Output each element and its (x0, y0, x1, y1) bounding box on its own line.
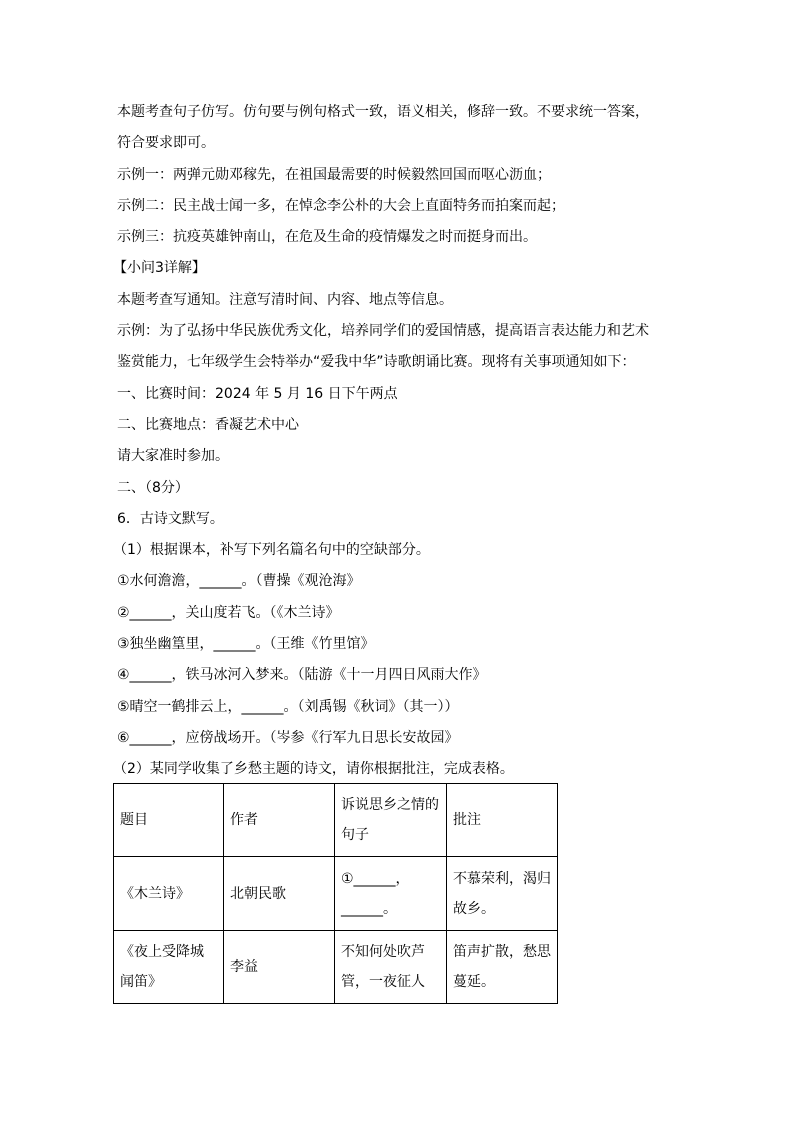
question-6-heading: 6．古诗文默写。 (117, 510, 224, 527)
table-row (114, 931, 558, 1004)
cell-author: 李益 (224, 931, 335, 1004)
fill-blank-3: ③独坐幽篁里，______。（王维《竹里馆》 (117, 636, 375, 653)
cell-annotation: 不慕荣利，渴归故乡。 (447, 857, 558, 931)
example-2: 示例二：民主战士闻一多，在悼念李公朴的大会上直面特务而拍案而起； (117, 197, 565, 214)
document-body (113, 97, 649, 786)
table-row (114, 857, 558, 931)
cell-annotation: 笛声扩散，愁思蔓延。 (447, 931, 558, 1004)
fill-blank-1: ①水何澹澹，______。（曹操《观沧海》 (117, 573, 361, 590)
homesickness-poems-table (113, 783, 558, 1004)
notice-location: 二、比赛地点：香凝艺术中心 (117, 416, 299, 433)
cell-title: 《木兰诗》 (114, 857, 224, 931)
section-2-heading: 二、（8分） (117, 479, 189, 496)
header-annotation: 批注 (447, 784, 558, 857)
table-header-row (114, 784, 558, 857)
fill-blank-2: ②______，关山度若飞。（《木兰诗》 (117, 604, 340, 621)
cell-title: 《夜上受降城闻笛》 (114, 931, 224, 1004)
cell-sentence: ①______，______。 (335, 857, 447, 931)
example-3: 示例三：抗疫英雄钟南山，在危及生命的疫情爆发之时而挺身而出。 (117, 229, 537, 246)
notice-time: 一、比赛时间：2024 年 5 月 16 日下午两点 (117, 385, 398, 402)
example-1: 示例一：两弹元勋邓稼先，在祖国最需要的时候毅然回国而呕心沥血； (117, 166, 551, 183)
cell-author: 北朝民歌 (224, 857, 335, 931)
cell-sentence: 不知何处吹芦管，一夜征人 (335, 931, 447, 1004)
question-6-part-1: （1）根据课本，补写下列名篇名句中的空缺部分。 (113, 542, 430, 559)
sub-question-3-heading: 【小问3详解】 (113, 260, 206, 277)
paragraph-imitation-analysis: 本题考查句子仿写。仿句要与例句格式一致，语义相关，修辞一致。不要求统一答案，符合要求即可。 (117, 104, 649, 152)
notice-closing: 请大家准时参加。 (117, 448, 229, 465)
fill-blank-4: ④______，铁马冰河入梦来。（陆游《十一月四日风雨大作》 (117, 667, 487, 684)
header-title: 题目 (114, 784, 224, 857)
question-6-part-2: （2）某同学收集了乡愁主题的诗文，请你根据批注，完成表格。 (113, 761, 514, 778)
notice-analysis: 本题考查写通知。注意写清时间、内容、地点等信息。 (117, 291, 453, 308)
notice-example: 示例：为了弘扬中华民族优秀文化，培养同学们的爱国情感，提高语言表达能力和艺术鉴赏能力，七年级学生会特举办“爱我中华”诗歌朗诵比赛。现将有关事项通知如下： (117, 323, 649, 371)
header-author: 作者 (224, 784, 335, 857)
header-sentence: 诉说思乡之情的句子 (335, 784, 447, 857)
fill-blank-6: ⑥______，应傍战场开。（岑参《行军九日思长安故园》 (117, 729, 459, 746)
fill-blank-5: ⑤晴空一鹤排云上，______。（刘禹锡《秋词》（其一）） (117, 698, 459, 715)
